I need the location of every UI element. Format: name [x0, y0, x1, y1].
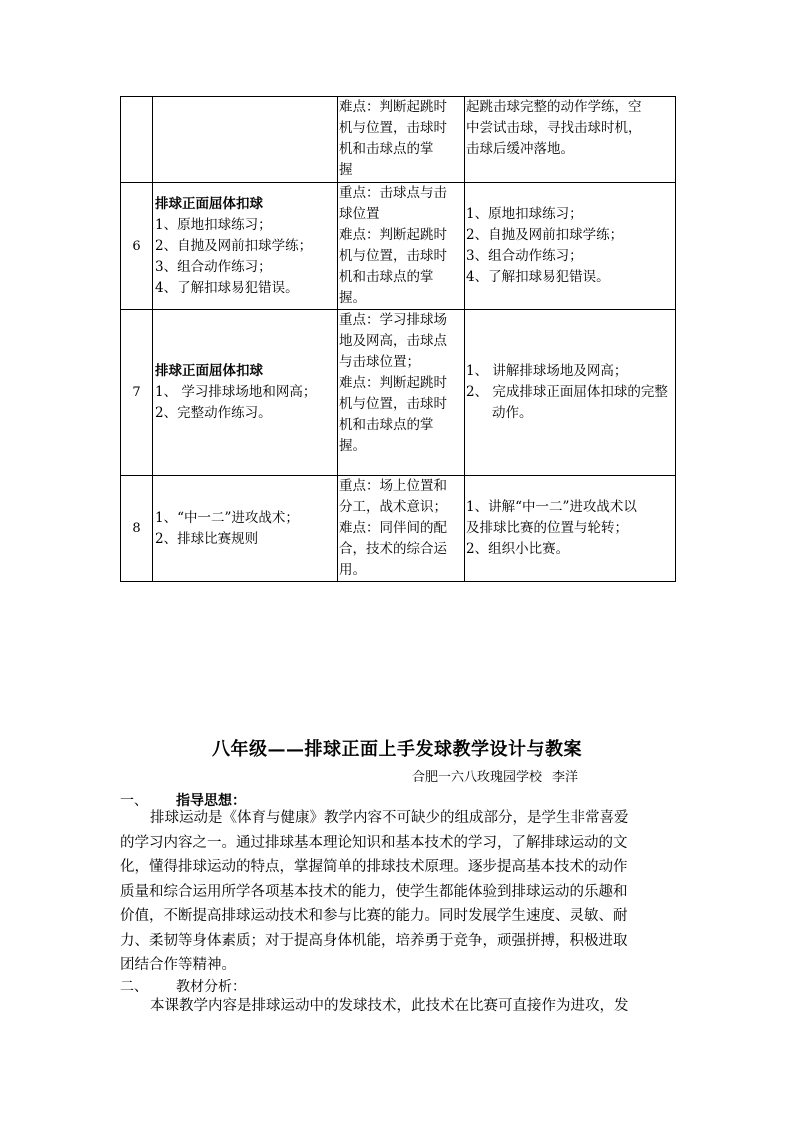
activity-line: 1、 讲解排球场地及网高； [466, 363, 628, 379]
lesson-content-line: 1、“中一二”进攻战术； [155, 509, 299, 526]
activities-cell [465, 310, 676, 476]
key-point-line: 机与位置，击球时 [339, 120, 447, 136]
section-paragraph-guiding-thought [120, 806, 680, 978]
activities-cell [465, 97, 676, 183]
paragraph-line: 价值，不断提高排球运动技术和参与比赛的能力。同时发展学生速度、灵敏、耐 [120, 908, 628, 924]
paragraph-line: 排球运动是《体育与健康》教学内容不可缺少的组成部分，是学生非常喜爱 [150, 810, 629, 826]
section-title: 教材分析： [176, 979, 246, 995]
key-point-line: 难点：判断起跳时 [339, 99, 447, 115]
section-paragraph-material-analysis [120, 994, 680, 1019]
key-point-line: 地及网高，击球点 [339, 333, 447, 349]
table-row [121, 476, 676, 582]
lesson-plan-table-body [121, 97, 676, 582]
key-point-line: 机和击球点的掌 [339, 269, 434, 285]
table-row [121, 97, 676, 183]
key-point-line: 重点：学习排球场 [339, 312, 447, 328]
key-point-line: 与击球位置； [339, 354, 420, 370]
key-point-line: 握。 [339, 290, 366, 306]
section-title: 指导思想： [176, 793, 246, 809]
activity-line: 2、 完成排球正面屈体扣球的完整 [466, 384, 668, 400]
lesson-content-line: 1、原地扣球练习； [155, 216, 272, 233]
lesson-content-line: 2、完整动作练习。 [155, 405, 272, 421]
activity-line: 1、讲解“中一二”进攻战术以 [466, 499, 637, 515]
activities-cell [465, 183, 676, 310]
key-point-line: 握。 [339, 438, 366, 454]
paragraph-line: 力、柔韧等身体素质；对于提高身体机能，培养勇于竞争，顽强拼搏，积极进取 [120, 932, 628, 949]
key-point-line: 机与位置，击球时 [339, 248, 447, 264]
lesson-number-cell [121, 97, 153, 183]
key-point-line: 机和击球点的掌 [339, 417, 434, 433]
lesson-content-title: 排球正面屈体扣球 [155, 195, 263, 212]
activity-line: 1、原地扣球练习； [466, 206, 583, 222]
key-point-line: 难点：判断起跳时 [339, 227, 447, 243]
lesson-content-title: 排球正面屈体扣球 [155, 363, 263, 379]
activities-cell [465, 476, 676, 582]
table-row [121, 310, 676, 476]
activity-line: 中尝试击球，寻找击球时机， [466, 120, 642, 136]
section-number: 一、 [120, 793, 148, 809]
lesson-content-cell [153, 310, 338, 476]
lesson-number-cell [121, 183, 153, 310]
activity-line: 动作。 [492, 405, 533, 421]
key-points-cell [338, 183, 465, 310]
lesson-content-line: 2、排球比赛规则 [155, 530, 259, 547]
lesson-content-line: 1、 学习排球场地和网高； [155, 384, 317, 400]
lesson-number-cell [121, 476, 153, 582]
lesson-content-line: 2、自抛及网前扣球学练； [155, 237, 313, 254]
key-point-line: 机和击球点的掌 [339, 141, 434, 157]
activity-line: 4、了解扣球易犯错误。 [466, 269, 610, 285]
lesson-plan-table [120, 96, 676, 582]
document-title: 八年级——排球正面上手发球教学设计与教案 [212, 739, 582, 760]
paragraph-line: 本课教学内容是排球运动中的发球技术，此技术在比赛可直接作为进攻，发 [150, 998, 629, 1014]
lesson-content-line: 3、组合动作练习； [155, 258, 272, 275]
lesson-content-cell [153, 97, 338, 183]
key-point-line: 重点：场上位置和 [339, 478, 447, 494]
paragraph-line: 化，懂得排球运动的特点，掌握简单的排球技术原理。逐步提高基本技术的动作 [120, 859, 628, 875]
author-name: 李洋 [552, 770, 579, 785]
lesson-number-cell [121, 310, 153, 476]
table-row [121, 183, 676, 310]
key-point-line: 分工，战术意识； [339, 499, 447, 515]
key-point-line: 球位置 [339, 206, 380, 222]
key-point-line: 重点：击球点与击 [339, 185, 447, 201]
lesson-number: 8 [132, 521, 141, 536]
lesson-content-cell [153, 476, 338, 582]
activity-line: 2、自抛及网前扣球学练； [466, 227, 624, 243]
activity-line: 及排球比赛的位置与轮转； [466, 520, 628, 536]
activity-line: 2、组织小比赛。 [466, 541, 570, 557]
key-point-line: 合，技术的综合运 [339, 541, 447, 557]
paragraph-line: 质量和综合运用所学各项基本技术的能力，使学生都能体验到排球运动的乐趣和 [120, 883, 628, 900]
author-line [412, 766, 578, 785]
key-point-line: 难点：同伴间的配 [339, 520, 447, 536]
key-points-cell [338, 476, 465, 582]
key-point-line: 握 [339, 162, 353, 178]
lesson-number: 7 [132, 385, 141, 400]
section-number: 二、 [120, 979, 148, 995]
lesson-content-cell [153, 183, 338, 310]
activity-line: 3、组合动作练习； [466, 248, 583, 264]
paragraph-line: 的学习内容之一。通过排球基本理论知识和基本技术的学习，了解排球运动的文 [120, 834, 628, 851]
key-point-line: 难点：判断起跳时 [339, 375, 447, 391]
lesson-number: 6 [132, 238, 141, 254]
school-name: 合肥一六八玫瑰园学校 [412, 770, 543, 785]
lesson-content-line: 4、了解扣球易犯错误。 [155, 279, 299, 296]
paragraph-line: 团结合作等精神。 [120, 957, 236, 973]
key-point-line: 用。 [339, 562, 366, 578]
activity-line: 击球后缓冲落地。 [466, 141, 574, 157]
key-point-line: 机与位置，击球时 [339, 396, 447, 412]
section-heading-material-analysis [120, 976, 246, 996]
key-points-cell [338, 310, 465, 476]
key-points-cell [338, 97, 465, 183]
activity-line: 起跳击球完整的动作学练，空 [466, 99, 642, 115]
